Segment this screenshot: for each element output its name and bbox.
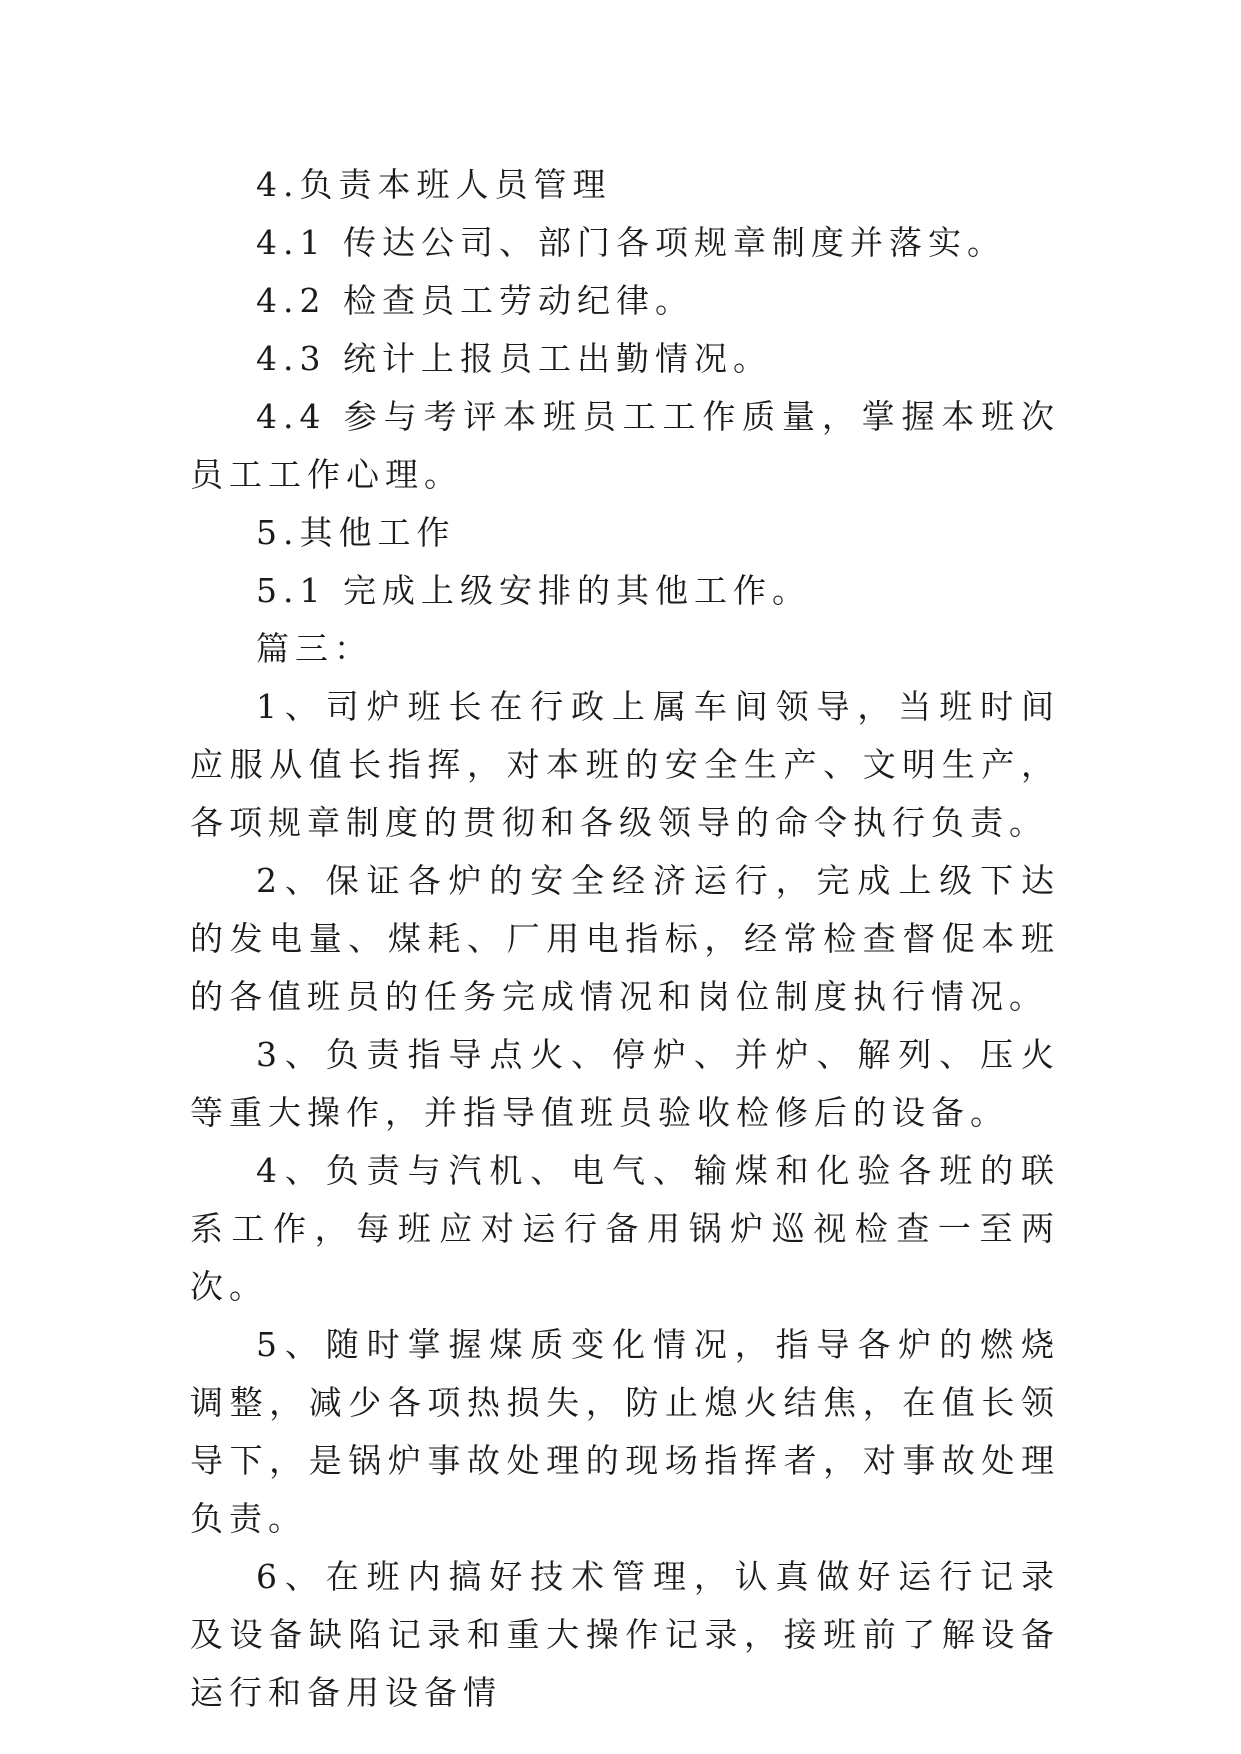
paragraph-4-2: 4.2 检查员工劳动纪律。 — [256, 281, 694, 320]
paragraph-item-6: 6、在班内搞好技术管理，认真做好运行记录及设备缺陷记录和重大操作记录，接班前了解设备运行和备用设备情 — [190, 1557, 1060, 1712]
paragraph-item-5: 5、随时掌握煤质变化情况，指导各炉的燃烧调整，减少各项热损失，防止熄火结焦，在值长领导下，是锅炉事故处理的现场指挥者，对事故处理负责。 — [190, 1325, 1060, 1538]
paragraph-item-3: 3、负责指导点火、停炉、并炉、解列、压火等重大操作，并指导值班员验收检修后的设备。 — [190, 1035, 1060, 1132]
paragraph-item-1: 1、司炉班长在行政上属车间领导，当班时间应服从值长指挥，对本班的安全生产、文明生产，各项规章制度的贯彻和各级领导的命令执行负责。 — [190, 687, 1060, 842]
paragraph-5-1: 5.1 完成上级安排的其他工作。 — [256, 571, 811, 610]
paragraph-4-4: 4.4 参与考评本班员工工作质量，掌握本班次员工工作心理。 — [190, 397, 1060, 494]
paragraph-part-3-heading: 篇三： — [256, 629, 373, 668]
paragraph-4-3: 4.3 统计上报员工出勤情况。 — [256, 339, 772, 378]
paragraph-item-2: 2、保证各炉的安全经济运行，完成上级下达的发电量、煤耗、厂用电指标，经常检查督促本班的各值班员的任务完成情况和岗位制度执行情况。 — [190, 861, 1060, 1016]
document-body — [190, 156, 1060, 1722]
paragraph-item-4: 4、负责与汽机、电气、输煤和化验各班的联系工作，每班应对运行备用锅炉巡视检查一至两次。 — [190, 1151, 1060, 1306]
paragraph-section-4-heading: 4.负责本班人员管理 — [256, 165, 612, 204]
paragraph-section-5-heading: 5.其他工作 — [256, 513, 456, 552]
paragraph-4-1: 4.1 传达公司、部门各项规章制度并落实。 — [256, 223, 1006, 262]
